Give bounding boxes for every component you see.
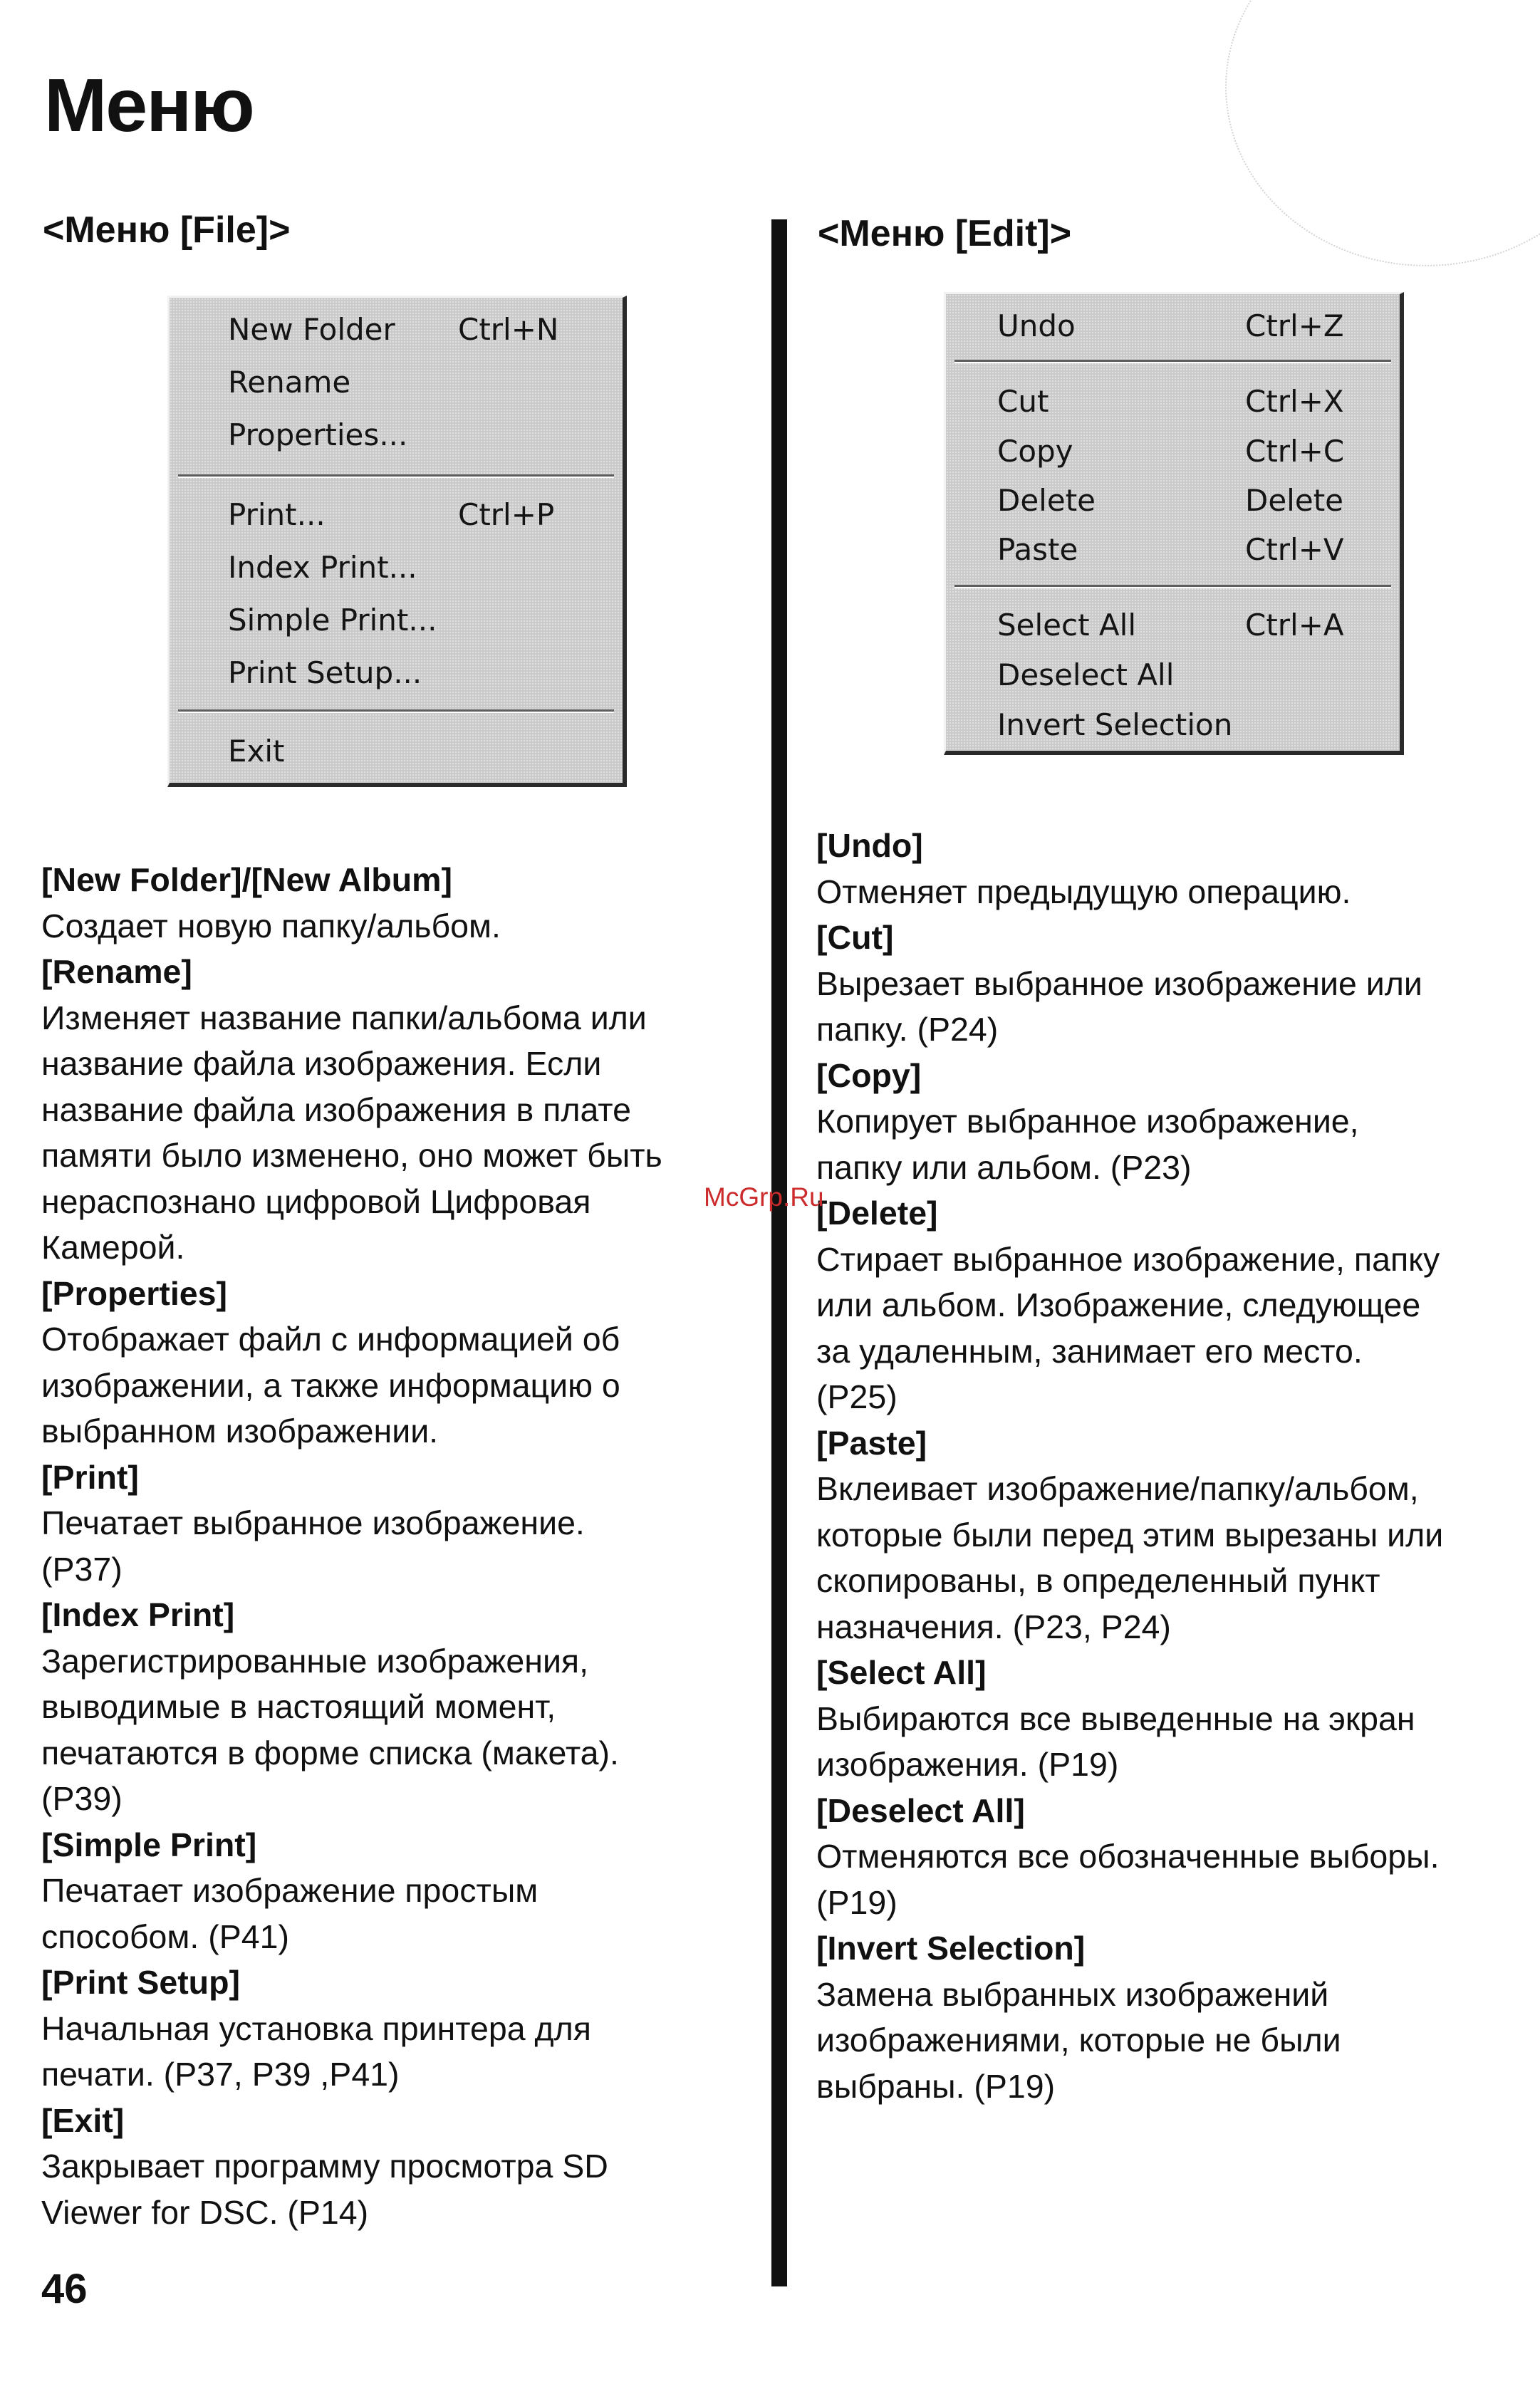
menu-item-exit[interactable] [228,734,285,769]
desc-term: [Properties] [41,1274,227,1312]
desc-exit [41,2098,761,2236]
desc-delete [816,1190,1536,1420]
menu-item-print-setup[interactable] [228,655,422,690]
menu-separator [954,360,1391,363]
desc-undo [816,823,1536,915]
menu-item-shortcut: Ctrl+N [458,312,559,347]
menu-item-shortcut: Ctrl+X [1245,384,1344,419]
menu-item-shortcut: Ctrl+V [1245,532,1344,567]
menu-item-label: Paste [997,532,1078,567]
desc-line: выбраны. (P19) [816,2067,1056,2105]
menu-separator [954,585,1391,588]
desc-line: (P39) [41,1780,123,1817]
desc-rename [41,949,761,1271]
desc-line: Создает новую папку/альбом. [41,907,501,944]
desc-term: [Delete] [816,1195,938,1232]
desc-line: папку или альбом. (P23) [816,1148,1192,1186]
desc-term: [Cut] [816,919,894,956]
desc-line: (P19) [816,1883,898,1921]
desc-line: нераспознано цифровой Цифровая [41,1182,591,1220]
desc-properties [41,1271,761,1455]
desc-line: назначения. (P23, P24) [816,1608,1171,1645]
menu-item-index-print[interactable] [228,550,417,585]
desc-index-print [41,1592,761,1822]
menu-item-label: Invert Selection [997,707,1233,742]
desc-line: (P25) [816,1378,898,1415]
desc-cut [816,915,1536,1053]
menu-item-label: Undo [997,308,1076,343]
menu-separator [178,709,614,713]
desc-line: печатаются в форме списка (макета). [41,1734,619,1771]
desc-new-folder [41,857,761,949]
menu-item-copy[interactable] [997,434,1073,469]
desc-line: Закрывает программу просмотра SD [41,2148,608,2185]
desc-term: [Print] [41,1458,139,1496]
menu-item-select-all[interactable] [997,610,1136,640]
desc-select-all [816,1650,1536,1788]
desc-line: выбранном изображении. [41,1412,439,1450]
desc-simple-print [41,1822,761,1960]
desc-line: Отменяются все обозначенные выборы. [816,1838,1440,1875]
desc-paste [816,1420,1536,1650]
menu-item-label: Select All [997,608,1136,642]
menu-item-label: Simple Print... [228,603,437,638]
file-menu-heading: <Меню [File]> [43,209,291,251]
menu-item-invert-selection[interactable] [997,707,1233,742]
desc-print-setup [41,1960,761,2098]
desc-term: [Rename] [41,953,192,990]
menu-item-label: Cut [997,384,1049,419]
desc-line: Выбираются все выведенные на экран [816,1700,1415,1737]
menu-item-shortcut: Ctrl+C [1245,434,1345,469]
desc-line: изображении, а также информацию о [41,1366,620,1404]
desc-line: за удаленным, занимает его место. [816,1332,1363,1370]
desc-print [41,1455,761,1593]
desc-line: Вклеивает изображение/папку/альбом, [816,1470,1419,1507]
menu-item-label: Deselect All [997,657,1175,692]
edit-menu-heading: <Меню [Edit]> [818,213,1072,254]
file-menu [167,296,627,787]
desc-line: изображениями, которые не были [816,2021,1341,2059]
menu-item-label: Rename [228,365,351,400]
menu-item-print[interactable] [228,497,326,532]
page-title: Меню [44,63,254,147]
desc-term: [Index Print] [41,1596,235,1633]
desc-line: название файла изображения. Если [41,1045,602,1082]
desc-line: Зарегистрированные изображения, [41,1642,589,1680]
desc-line: выводимые в настоящий момент, [41,1688,556,1725]
menu-item-rename[interactable] [228,365,351,400]
menu-item-simple-print[interactable] [228,603,437,638]
edit-descriptions [816,823,1536,2109]
desc-line: печати. (P37, P39 ,P41) [41,2056,400,2093]
edit-menu [944,292,1404,755]
desc-deselect-all [816,1788,1536,1926]
menu-item-label: Print Setup... [228,655,422,690]
menu-item-label: New Folder [228,312,395,347]
desc-line: название файла изображения в плате [41,1091,631,1128]
desc-line: изображения. (P19) [816,1746,1119,1783]
desc-term: [Invert Selection] [816,1930,1086,1967]
menu-item-undo[interactable] [997,308,1076,343]
scan-corner-mark [1225,0,1540,266]
desc-line: или альбом. Изображение, следующее [816,1286,1421,1323]
menu-item-label: Delete [997,483,1096,518]
desc-line: Изменяет название папки/альбома или [41,999,647,1036]
menu-item-deselect-all[interactable] [997,657,1175,692]
desc-term: [New Folder]/[New Album] [41,861,452,898]
menu-item-label: Properties... [228,417,408,452]
desc-line: Начальная установка принтера для [41,2009,591,2047]
desc-line: которые были перед этим вырезаны или [816,1516,1444,1554]
desc-term: [Copy] [816,1056,922,1094]
desc-term: [Deselect All] [816,1791,1025,1829]
menu-item-cut[interactable] [997,384,1049,419]
desc-term: [Print Setup] [41,1964,240,2001]
menu-item-new-folder[interactable] [228,312,395,347]
desc-line: папку. (P24) [816,1011,999,1048]
desc-term: [Select All] [816,1654,987,1691]
file-descriptions [41,857,761,2235]
desc-line: Камерой. [41,1229,185,1266]
menu-item-properties[interactable] [228,417,408,452]
desc-term: [Undo] [816,827,923,864]
desc-term: [Simple Print] [41,1826,257,1863]
desc-copy [816,1053,1536,1191]
desc-term: [Paste] [816,1424,927,1462]
desc-line: Отменяет предыдущую операцию. [816,873,1351,910]
desc-line: Вырезает выбранное изображение или [816,964,1422,1002]
column-divider [771,219,787,2286]
desc-line: скопированы, в определенный пункт [816,1562,1380,1599]
menu-item-label: Index Print... [228,550,417,585]
menu-item-label: Print... [228,497,326,532]
watermark: McGrp.Ru [704,1182,824,1212]
desc-line: (P37) [41,1550,123,1588]
menu-item-label: Copy [997,434,1073,469]
menu-item-shortcut: Ctrl+A [1245,608,1344,642]
desc-line: способом. (P41) [41,1917,289,1955]
desc-line: Замена выбранных изображений [816,1975,1329,2013]
desc-line: памяти было изменено, оно может быть [41,1137,662,1174]
desc-line: Стирает выбранное изображение, папку [816,1240,1440,1278]
desc-term: [Exit] [41,2101,125,2139]
menu-item-paste[interactable] [997,532,1078,567]
menu-item-shortcut: Ctrl+Z [1245,308,1344,343]
desc-line: Печатает изображение простым [41,1872,539,1909]
desc-line: Отображает файл с информацией об [41,1321,620,1358]
desc-line: Копирует выбранное изображение, [816,1103,1359,1140]
menu-item-delete[interactable] [997,483,1096,518]
desc-line: Печатает выбранное изображение. [41,1504,585,1541]
menu-item-shortcut: Delete [1245,483,1343,518]
desc-line: Viewer for DSC. (P14) [41,2193,369,2231]
menu-item-shortcut: Ctrl+P [458,497,555,532]
menu-item-label: Exit [228,734,285,769]
desc-invert-selection [816,1925,1536,2109]
page-number: 46 [41,2266,88,2312]
menu-separator [178,474,614,478]
